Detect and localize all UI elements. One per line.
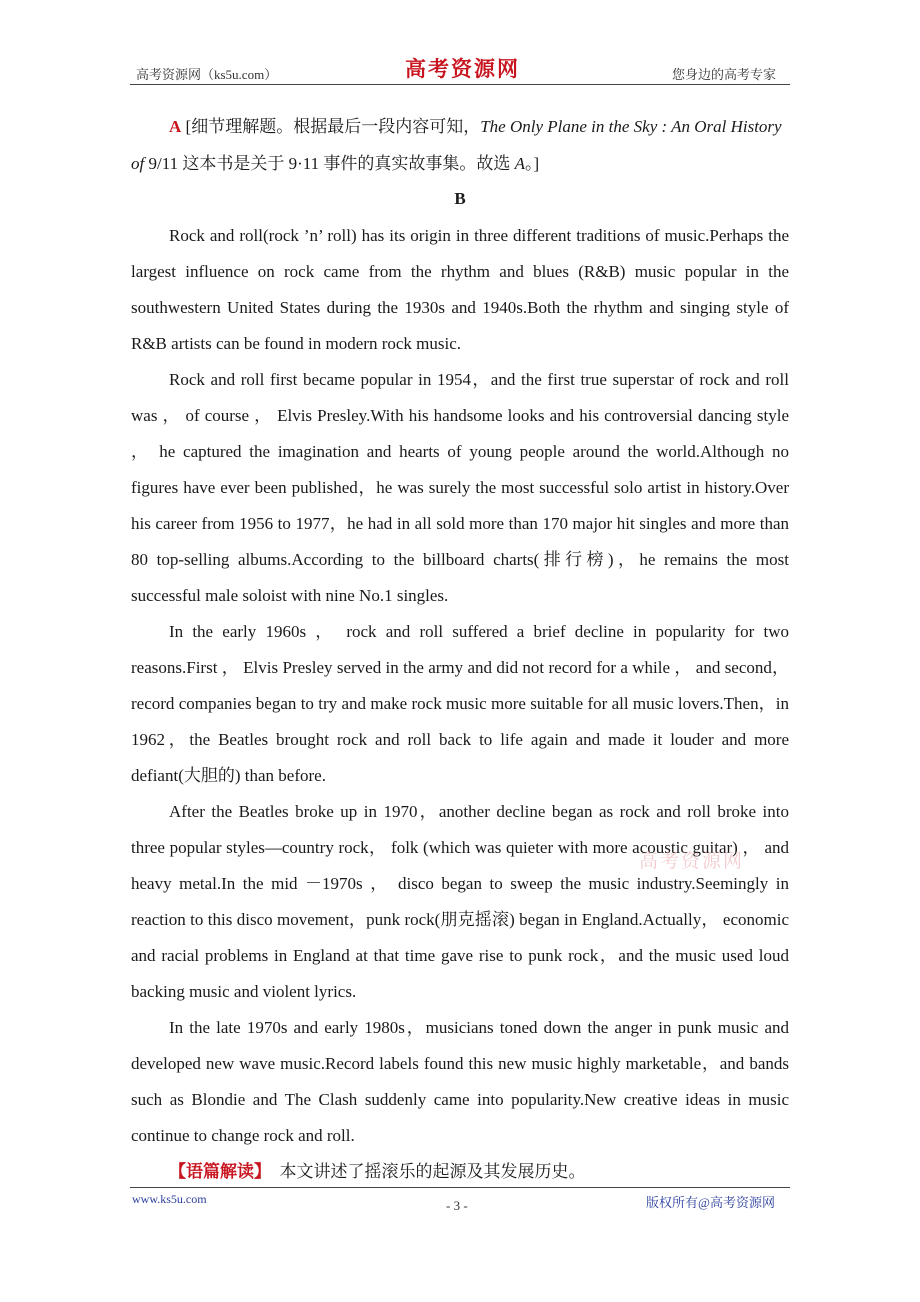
header-left-text: 高考资源网（ks5u.com） xyxy=(136,67,278,82)
header-right-text: 您身边的高考专家 xyxy=(672,67,777,82)
section-title: B xyxy=(454,189,466,208)
passage-paragraph: In the late 1970s and early 1980s，musicians toned down the anger in punk music and developed new wave music.Record labels found this new music highly marketable，and bands such as Blondie and The Clash suddenly came into popularity.New creative ideas in music continue to change rock and roll. xyxy=(131,1018,789,1145)
header-logo: 高考资源网 xyxy=(405,57,520,81)
interpretation-label: 【语篇解读】 xyxy=(169,1162,271,1181)
answer-choice: A xyxy=(514,154,525,173)
answer-text-2: 9/11 这本书是关于 9·11 事件的真实故事集。故选 xyxy=(144,154,515,173)
page-number: - 3 - xyxy=(446,1198,468,1213)
watermark: 高考资源网 xyxy=(639,851,745,872)
footer-copyright: 版权所有@高考资源网 xyxy=(646,1195,775,1210)
passage-interpretation xyxy=(131,1154,789,1190)
footer-divider xyxy=(130,1187,790,1188)
answer-explanation xyxy=(131,108,789,182)
answer-text-3: 。] xyxy=(525,154,540,173)
footer-site-link[interactable]: www.ks5u.com xyxy=(132,1192,207,1206)
answer-text-1: [细节理解题。根据最后一段内容可知， xyxy=(181,117,481,136)
passage-paragraph: After the Beatles broke up in 1970，another decline began as rock and roll broke into three popular styles—country rock， folk (which was quieter with more acoustic guitar) ， and heavy metal.In the mid －1970s ， disco began to sweep the music industry.Seemingly in reaction to this disco movement，punk rock(朋克摇滚) began in England.Actually， economic and racial problems in England at that time gave rise to punk rock，and the music used loud backing music and violent lyrics. xyxy=(131,802,789,1001)
book-title: The Only Plane in the Sky : An Oral History of xyxy=(131,117,782,173)
passage-paragraph: In the early 1960s ， rock and roll suffered a brief decline in popularity for two reasons.First ， Elvis Presley served in the army and did not record for a while ， and second，record companies began to try and make rock music more suitable for all music lovers.Then，in 1962，the Beatles brought rock and roll back to life again and made it louder and more defiant(大胆的) than before. xyxy=(131,622,789,785)
header-divider xyxy=(130,84,790,85)
passage-paragraph: Rock and roll first became popular in 1954，and the first true superstar of rock and roll was ， of course ， Elvis Presley.With his handsome looks and his controversial dancing style ， he captured the imagination and hearts of young people around the world.Although no figures have ever been published，he was surely the most successful solo artist in history.Over his career from 1956 to 1977，he had in all sold more than 170 major hit singles and more than 80 top-selling albums.According to the billboard charts(排行榜)，he remains the most successful male soloist with nine No.1 singles. xyxy=(131,370,789,605)
interpretation-text: 本文讲述了摇滚乐的起源及其发展历史。 xyxy=(279,1162,586,1181)
answer-letter: A xyxy=(169,117,182,136)
passage-paragraph: Rock and roll(rock ’n’ roll) has its origin in three different traditions of music.Perhaps the largest influence on rock came from the rhythm and blues (R&B) music popular in the southwestern United States during the 1930s and 1940s.Both the rhythm and singing style of R&B artists can be found in modern rock music. xyxy=(131,226,789,353)
page-content xyxy=(131,108,789,1190)
